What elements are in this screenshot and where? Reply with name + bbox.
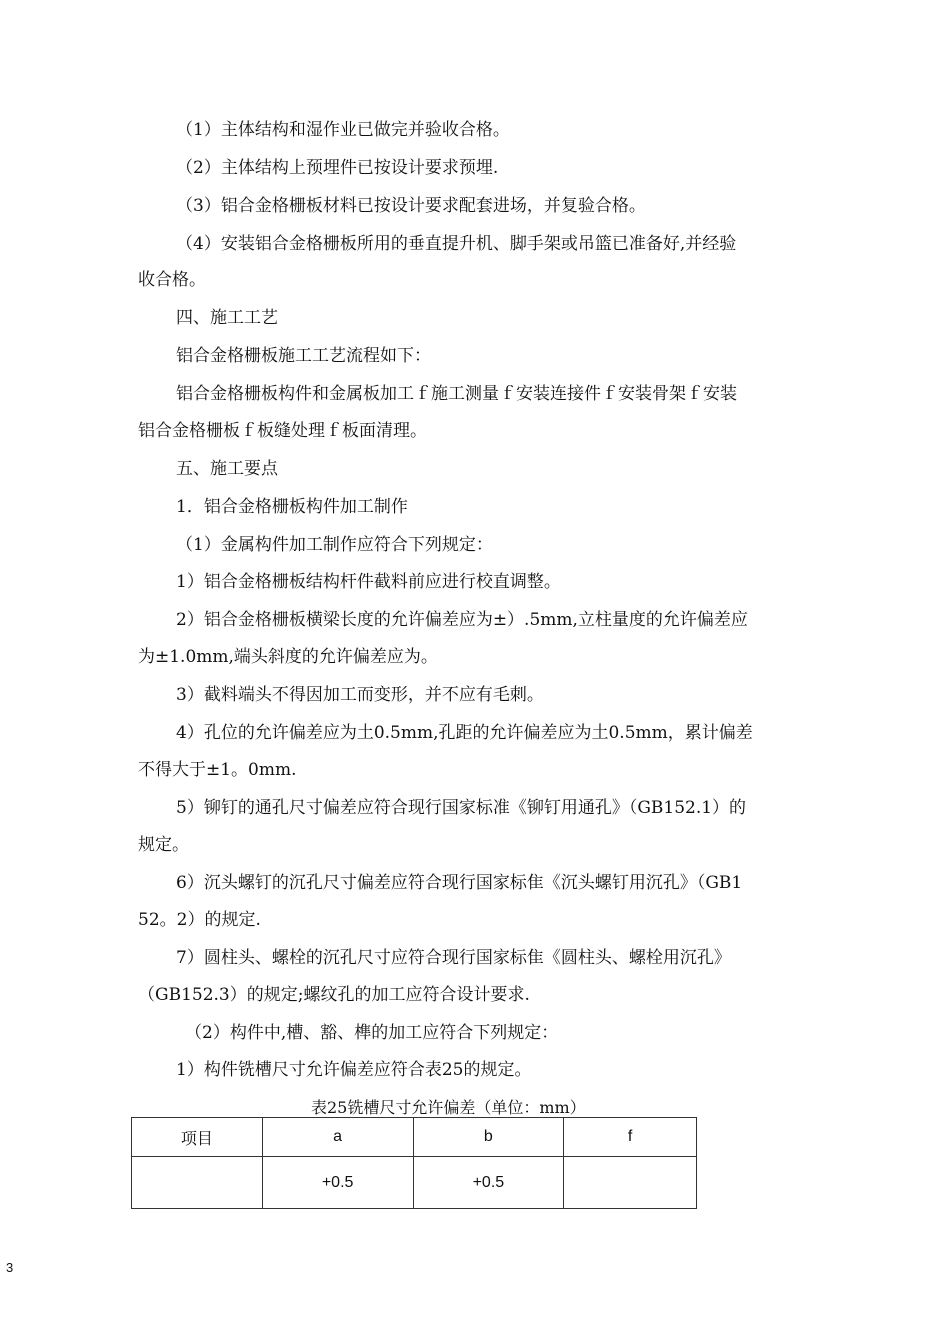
text-line: （2）构件中,槽、豁、榫的加工应符合下列规定： <box>185 1023 559 1043</box>
text-line: 为±1.0mm,端头斜度的允许偏差应为。 <box>138 647 438 667</box>
text-line: 规定。 <box>138 835 189 855</box>
text-line: 铝合金格栅板施工工艺流程如下： <box>176 346 431 366</box>
text-line: 5）铆钉的通孔尺寸偏差应符合现行国家标准《铆钉用通孔》（GB152.1）的 <box>176 798 747 818</box>
text-line: 1）构件铣槽尺寸允许偏差应符合表25的规定。 <box>176 1060 532 1080</box>
text-line: （4）安装铝合金格栅板所用的垂直提升机、脚手架或吊篮已准备好,并经验 <box>176 234 737 254</box>
text-line: 1．铝合金格栅板构件加工制作 <box>176 497 408 517</box>
text-line: 52。2）的规定. <box>138 910 261 930</box>
text-line: 6）沉头螺钉的沉孔尺寸偏差应符合现行国家标隹《沉头螺钉用沉孔》（GB1 <box>176 873 743 893</box>
text-line: （1）主体结构和湿作业已做完并验收合格。 <box>176 120 510 140</box>
text-line: 不得大于±1。0mm. <box>138 760 297 780</box>
table-row <box>132 1157 697 1209</box>
table-cell: +0.5 <box>413 1157 564 1209</box>
table-header-cell: b <box>413 1118 564 1157</box>
table-header-cell: a <box>262 1118 413 1157</box>
text-line: 4）孔位的允许偏差应为土0.5mm,孔距的允许偏差应为土0.5mm，累计偏差 <box>176 723 753 743</box>
text-line: （GB152.3）的规定;螺纹孔的加工应符合设计要求. <box>138 985 530 1005</box>
text-line: 1）铝合金格栅板结构杆件截料前应进行校直调整。 <box>176 572 561 592</box>
text-line: 7）圆柱头、螺栓的沉孔尺寸应符合现行国家标隹《圆柱头、螺栓用沉孔》 <box>176 948 731 968</box>
tolerance-table <box>131 1117 697 1209</box>
page-number: 3 <box>6 1260 14 1275</box>
table-header-cell: 项目 <box>132 1118 263 1157</box>
table-caption: 表25铣槽尺寸允许偏差（单位：mm） <box>311 1098 586 1117</box>
text-line: （2）主体结构上预埋件已按设计要求预埋. <box>176 158 499 178</box>
table-header-cell: f <box>564 1118 697 1157</box>
text-line: 3）截料端头不得因加工而变形，并不应有毛刺。 <box>176 685 544 705</box>
text-line: 铝合金格栅板ｆ板缝处理ｆ板面清理。 <box>138 421 427 441</box>
text-line: （1）金属构件加工制作应符合下列规定： <box>176 535 493 555</box>
text-line: 铝合金格栅板构件和金属板加工ｆ施工测量ｆ安装连接件ｆ安装骨架ｆ安装 <box>176 384 737 404</box>
section-heading: 五、施工要点 <box>176 459 278 479</box>
text-line: （3）铝合金格栅板材料已按设计要求配套进场，并复验合格。 <box>176 196 646 216</box>
table-cell <box>564 1157 697 1209</box>
table-cell: +0.5 <box>262 1157 413 1209</box>
section-heading: 四、施工工艺 <box>176 308 278 328</box>
text-line: 收合格。 <box>138 270 206 290</box>
table-cell <box>132 1157 263 1209</box>
table-header-row <box>132 1118 697 1157</box>
text-line: 2）铝合金格栅板横梁长度的允许偏差应为±）.5mm,立柱量度的允许偏差应 <box>176 610 748 630</box>
